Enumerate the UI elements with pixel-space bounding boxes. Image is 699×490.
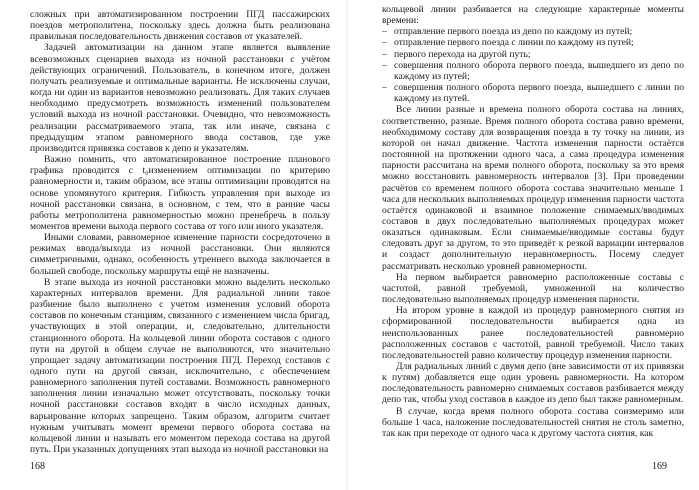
paragraph: Для радиальных линий с двумя депо (вне зависимости от их привязки к путям) добавляется еще один уровень равномерности. На котором последовательность равномерно снимаемых составов разбивается между депо так, чтобы уход составов в каждое из депо был также равномерным. xyxy=(382,361,684,406)
page-number: 169 xyxy=(652,461,667,472)
time-moments-list xyxy=(382,26,684,104)
paragraph: В случае, когда время полного оборота состава соизмеримо или больше 1 часа, наложение последовательностей снятия не столь заметно, так как при переходе от одного часа к другому частота снятия, как xyxy=(382,405,684,439)
left-page-text xyxy=(30,9,330,455)
paragraph: Задачей автоматизации на данном этапе является выявление всевозможных сценариев выхода из ночной расстановки с учётом действующих ограничений. Пользователь, в конечном итоге, должен получать реализуемые и оптимальные варианты. Не исключены случаи, когда ни один из вариантов невозможно реализовать. Для таких случаев необходимо предусмотреть возможность изменений пользователем условий выхода из ночной расстановки. Очевидно, что невозможность реализации рассматриваемого этапа, так или иначе, связана с предыдущим этапом равномерного ввода составов, где уже производится привязка составов к депо и указателям. xyxy=(30,42,330,154)
list-item: – совершения полного оборота первого поезда, вышедшего из депо по каждому из путей; xyxy=(382,60,684,82)
page-number: 168 xyxy=(30,461,45,472)
paragraph: Важно помнить, что автоматизированное построение планового графика проводится с t₀изменением оптимизации по критерию равномерности и, таким образом, все этапы оптимизации проводятся на основе упомянутого критерия. Гибкость управления при выходе из ночной расстановки связана, в основном, с тем, что в ранние часы работы метрополитена равномерностью можно пренебречь в пользу моментов времени выхода первого состава от того или иного указателя. xyxy=(30,154,330,232)
list-item: – совершения полного оборота первого поезда, вышедшего с линии по каждому из путей. xyxy=(382,82,684,104)
paragraph: кольцевой линии разбивается на следующие характерные моменты времени: xyxy=(382,4,684,27)
paragraph: В этапе выхода из ночной расстановки можно выделить несколько характерных интервалов времени. Для радиальной линии такое разбиение было выполнено с учетом изменения условий оборота составов по конечным станциям, связанного с изменением числа бригад, участвующих в этой операции, и, следовательно, длительности станционного оборота. На кольцевой линии оборота составов с одного пути на другой в общем случае не выполняются, что значительно упрощает задачу автоматизации построения ПГД. Переход составов с одного пути на другой связан, исключительно, с обеспечением равномерного заполнения путей составами. Возможность равномерного заполнения линии изначально может отсутствовать, поскольку точки ночной расстановки составов входят в число исходных данных, варьирование которых запрещено. Таким образом, алгоритм считает нужным учитывать момент времени первого оборота состава на кольцевой линии и называть его моментом перехода состава на другой путь. При указанных допущениях этап выхода из ночной расстановки на xyxy=(30,276,330,456)
list-item: – первого перехода на другой путь; xyxy=(382,49,684,60)
list-item: – отправление первого поезда из депо по каждому из путей; xyxy=(382,26,684,37)
paragraph: На первом выбирается равномерно расположенные составы с частотой, равной требуемой, умноженной на количество последовательно выполняемых процедур изменения парности. xyxy=(382,271,684,306)
paragraph: Все линии разные и времена полного оборота состава на линиях, соответственно, разные. Время полного оборота состава равно времени, необходимому составу для возвращения поезда в ту точку на линии, из которой он начал движение. Частота изменения парности остаётся постоянной на протяжении одного часа, а сама процедура изменения парности рассчитана на время полного оборота, поскольку за это время можно восстановить равномерность интервалов [3]. При проведении расчётов со временем полного оборота состава значительно меньше 1 часа для нескольких выполняемых процедур изменения парности частота остаётся одинаковой и взаимное положение снимаемых/вводимых составов в двух последовательно выполняемых процедурах может оказаться одинаковым. Если снимаемые/вводимые составы будут следовать друг за другом, то это приведёт к резкой вариации интервалов и создаст дополнительную неравномерность. Посему следует рассматривать несколько уровней равномерности. xyxy=(382,104,685,272)
paragraph: сложных при автоматизированном построении ПГД пассажирских поездов метрополитена, поскольку здесь должна быть реализована правильная последовательность движения составов от указателей. xyxy=(30,9,330,43)
right-page-text xyxy=(382,4,684,439)
paragraph: Иными словами, равномерное изменение парности сосредоточено в режимах ввода/выхода из ночной расстановки. Они являются симметричными, однако, особенность утреннего выхода заключается в большей свободе, поскольку маршруты ещё не назначены. xyxy=(30,232,330,277)
paragraph: На втором уровне в каждой из процедур равномерного снятия из сформированной последовательности выбирается одна из неиспользованных ранее последовательностей равномерно расположенных составов с частотой, равной требуемой. Число таких последовательностей равно количеству процедур изменения парности. xyxy=(382,305,684,361)
right-page xyxy=(348,0,699,490)
left-page xyxy=(0,0,346,490)
list-item: – отправление первого поезда с линии по каждому из путей; xyxy=(382,37,684,48)
